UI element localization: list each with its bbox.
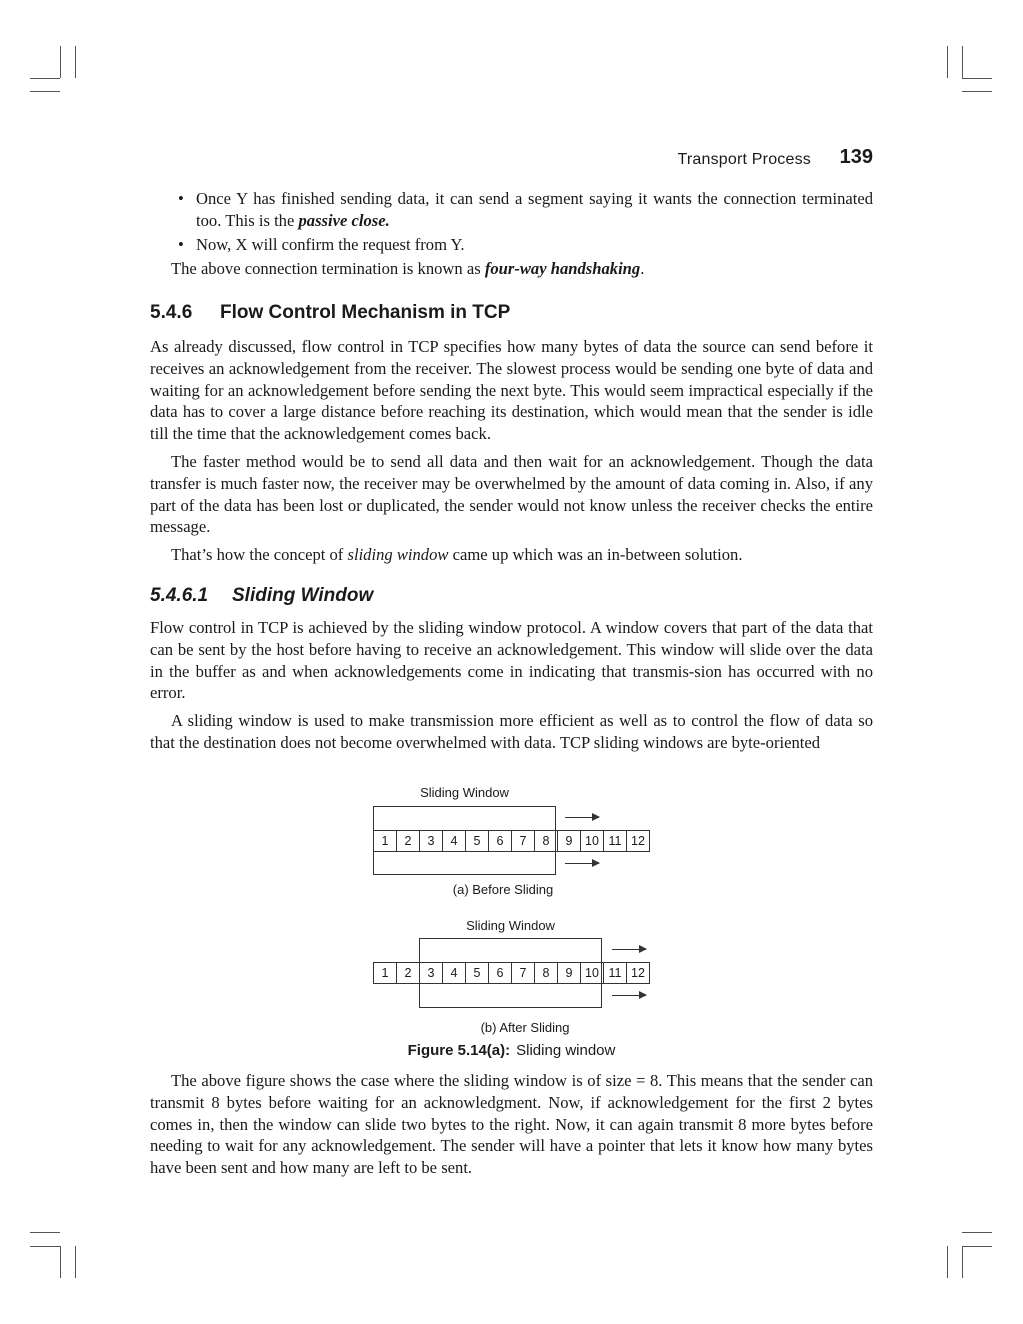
line-emphasis: sliding window	[347, 545, 449, 565]
line-text: That’s how the concept of	[171, 545, 348, 565]
paragraph: As already discussed, flow control in TCP specifies how many bytes of data the source can send before it receives an acknowledgement from the receiver. The slowest process would be sending one byte of data and waiting for an acknowledgement before sending the next byte. This would seem impractical especially if the data has to cover a large distance before reaching its destination, which would mean that the sender is idle till the time that the acknowledgement comes back.	[150, 337, 873, 444]
byte-cell: 7	[511, 830, 534, 852]
line-text: came up which was an in-between solution.	[448, 545, 743, 565]
byte-cell: 2	[396, 830, 419, 852]
byte-cell: 1	[373, 962, 396, 984]
panel-caption: (a) Before Sliding	[452, 882, 554, 897]
subsection-body	[150, 617, 873, 754]
byte-cell: 6	[488, 962, 511, 984]
byte-cell: 11	[603, 830, 626, 852]
section-title: Flow Control Mechanism in TCP	[220, 302, 511, 323]
bullet-dot-icon: •	[178, 189, 184, 208]
subsection-title: Sliding Window	[232, 585, 374, 606]
byte-cell: 6	[488, 830, 511, 852]
window-label: Sliding Window	[420, 785, 509, 800]
arrow-right-icon	[565, 817, 599, 818]
paragraph: Flow control in TCP is achieved by the sliding window protocol. A window covers that part of the data that can be sent by the host before having to receive an acknowledgement. This window will slide over the data in the buffer as and when acknowledgements come in indicating that transmis-sion has occurred with no error.	[150, 618, 873, 703]
byte-cell: 12	[626, 830, 650, 852]
byte-cell: 8	[534, 830, 557, 852]
closing-body	[150, 1070, 873, 1179]
byte-cell: 10	[580, 830, 603, 852]
byte-cell: 11	[603, 962, 626, 984]
byte-cell: 9	[557, 830, 580, 852]
section-heading	[150, 302, 510, 324]
line-text: .	[640, 259, 645, 279]
bullet-emphasis: passive close.	[298, 210, 390, 230]
byte-cell: 7	[511, 962, 534, 984]
paragraph: The above figure shows the case where the sliding window is of size = 8. This means that the sender can transmit 8 bytes before waiting for an acknowledgment. Now, if acknowledgement for the first 2 bytes comes in, then the window can slide two bytes to the right. Now, it can again transmit 8 more bytes before needing to wait for any acknowledgement. The sender will have a pointer that lets it know how many bytes have been sent and how many are left to be sent.	[150, 1071, 873, 1178]
byte-cells	[373, 830, 650, 852]
page-number: 139	[839, 146, 873, 168]
paragraph: The faster method would be to send all data and then wait for an acknowledgement. Though the data transfer is much faster now, the receiver may be overwhelmed by the amount of data coming in. Also, if any part of the data has been lost or duplicated, the sender would not know unless the receiver checks the entire message.	[150, 451, 873, 537]
bullet-item	[150, 188, 873, 232]
subsection-heading	[150, 585, 373, 607]
subsection-number: 5.4.6.1	[150, 585, 209, 606]
page-header	[150, 146, 873, 174]
byte-cell: 4	[442, 830, 465, 852]
byte-cell: 1	[373, 830, 396, 852]
arrow-right-icon	[612, 995, 646, 996]
arrow-right-icon	[612, 949, 646, 950]
window-label: Sliding Window	[466, 918, 555, 933]
bullet-text: Now, X will confirm the request from Y.	[196, 234, 465, 254]
byte-cell: 9	[557, 962, 580, 984]
figure-caption-label: Figure 5.14(a):	[407, 1042, 511, 1059]
termination-line	[150, 258, 873, 280]
byte-cell: 5	[465, 830, 488, 852]
line-text: The above connection termination is known as	[171, 259, 485, 279]
paragraph	[150, 544, 873, 566]
line-emphasis: four-way handshaking	[484, 259, 641, 279]
panel-caption: (b) After Sliding	[480, 1020, 570, 1035]
bullet-item	[150, 234, 873, 256]
figure-caption-text: Sliding window	[516, 1042, 616, 1059]
running-title: Transport Process	[677, 151, 811, 168]
paragraph: A sliding window is used to make transmission more efficient as well as to control the flow of data so that the destination does not become overwhelmed with data. TCP sliding windows are byte-oriented	[150, 711, 873, 752]
byte-cell: 3	[419, 962, 442, 984]
section-number: 5.4.6	[150, 302, 193, 323]
byte-cells	[373, 962, 650, 984]
byte-cell: 10	[580, 962, 603, 984]
byte-cell: 4	[442, 962, 465, 984]
figure-caption	[150, 1042, 873, 1059]
bullet-dot-icon: •	[178, 234, 184, 254]
bullet-text: Once Y has finished sending data, it can send a segment saying it wants the connection terminated too. This is the	[196, 189, 873, 230]
byte-cell: 5	[465, 962, 488, 984]
byte-cell: 8	[534, 962, 557, 984]
byte-cell: 2	[396, 962, 419, 984]
bullet-list	[150, 188, 873, 280]
byte-cell: 3	[419, 830, 442, 852]
section-body	[150, 336, 873, 566]
arrow-right-icon	[565, 863, 599, 864]
byte-cell: 12	[626, 962, 650, 984]
